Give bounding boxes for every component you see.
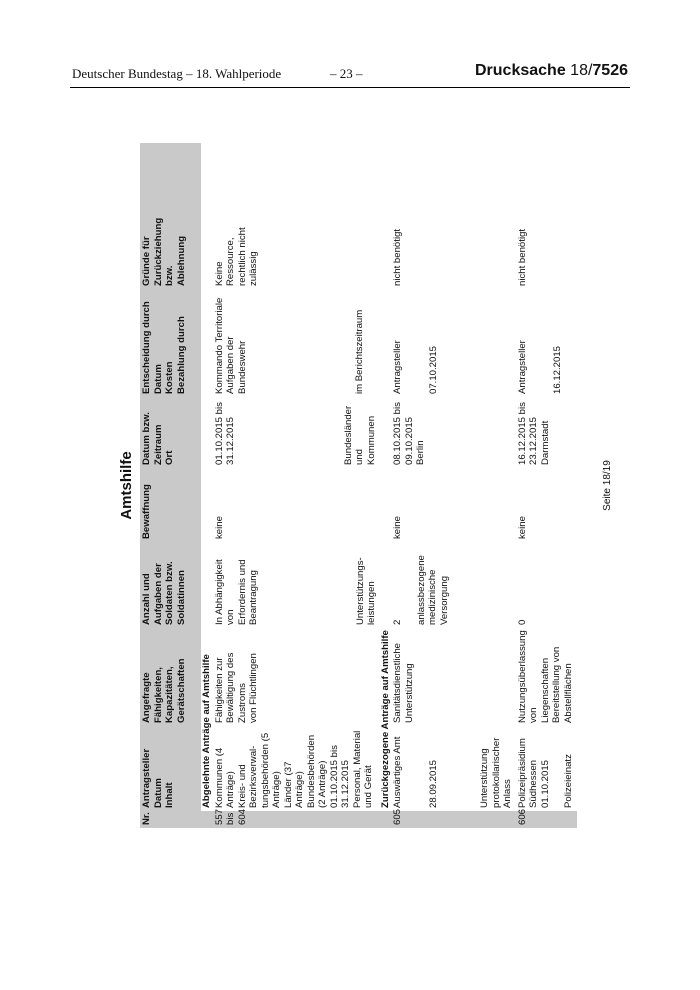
col-antragsteller xyxy=(140,726,201,811)
text-line: 557 xyxy=(213,808,225,825)
row-antragsteller xyxy=(213,726,380,811)
document-number xyxy=(475,62,628,82)
text-line: Angefragte Fähigkeiten, xyxy=(141,667,164,723)
text-line: Unterstützung xyxy=(479,748,490,808)
header-rule xyxy=(70,87,630,88)
text-line: Länder (37 xyxy=(282,761,294,808)
text-line: Liegenschaften xyxy=(539,657,551,723)
antrag-datum: 28.09.2015 xyxy=(427,759,439,808)
col-entscheidung xyxy=(140,289,201,397)
row-entscheidung xyxy=(516,289,577,397)
table-row xyxy=(516,143,577,828)
datum-range xyxy=(517,400,540,465)
section-zurueck: Zurückgezogene Anträge auf Amtshilfe xyxy=(379,630,391,808)
antrag-inhalt: Polizeieinatz xyxy=(563,754,574,808)
text-line: Inhalt xyxy=(164,782,175,808)
row-bewaffnung: keine xyxy=(392,516,403,539)
col-nr: Nr. xyxy=(140,811,201,828)
table-row xyxy=(213,143,380,828)
text-line: Anträge) xyxy=(294,771,305,808)
row-faehigkeiten xyxy=(516,628,577,726)
spacer xyxy=(237,400,343,465)
text-line: bzw. xyxy=(164,265,175,286)
text-line: Ablehnung xyxy=(175,235,187,286)
page-number: – 23 – xyxy=(330,66,363,81)
antrag-inhalt xyxy=(479,729,514,808)
text-line: 23.12.2015 xyxy=(528,416,539,465)
text-line: Bereitstellung von xyxy=(551,646,562,723)
text-line: Aufgaben der Bundeswehr xyxy=(225,336,248,394)
rotated-table-page xyxy=(118,143,613,828)
antrag-datum: 01.10.2015 xyxy=(539,759,551,808)
text-line: Zurückziehung xyxy=(152,217,164,286)
row-entscheidung xyxy=(391,289,516,397)
spacer xyxy=(528,292,552,394)
text-line: Anträge) xyxy=(225,771,236,808)
row-bewaffnung: keine xyxy=(213,516,225,539)
text-line: Bewältigung des Zustroms xyxy=(225,652,248,723)
text-line: Polizeipräsidium xyxy=(516,738,528,808)
datum-ort: Berlin xyxy=(415,440,426,465)
text-line: Unterstützungs- xyxy=(354,557,366,625)
datum-range xyxy=(392,400,415,465)
text-line: Abstellflächen xyxy=(562,663,574,723)
text-line: anlassbezogene xyxy=(415,555,427,625)
text-line: im Berichtszeitraum xyxy=(354,309,365,394)
text-line: Kapazitäten, xyxy=(164,666,175,723)
text-line: 09.10.2015 xyxy=(403,416,415,465)
text-line: Bundesländer und xyxy=(342,405,365,465)
entscheidung-datum: 07.10.2015 xyxy=(427,345,439,394)
anzahl-part-a xyxy=(214,545,260,625)
text-line: Fähigkeiten zur xyxy=(213,657,225,723)
row-gruende xyxy=(213,143,380,289)
row-datum xyxy=(213,397,380,468)
antrag-name: Auswärtiges Amt xyxy=(392,736,403,808)
anzahl-part-b xyxy=(355,545,378,625)
header-row xyxy=(140,143,201,828)
section-row-abgelehnt xyxy=(201,143,213,828)
section-nr-cell xyxy=(380,811,392,828)
entscheidung-by: Antragsteller xyxy=(516,340,528,394)
text-line: Datum bzw. xyxy=(141,412,152,465)
row-faehigkeiten xyxy=(213,628,380,726)
entscheidung-datum: 16.12.2015 xyxy=(552,345,563,394)
text-line: rechtlich nicht xyxy=(236,227,248,286)
spacer xyxy=(439,729,479,808)
row-nr xyxy=(213,808,380,828)
text-line: Datum xyxy=(152,778,164,808)
text-line: Datum xyxy=(152,364,164,394)
text-line: leistungen xyxy=(366,581,377,625)
text-line: Beantragung xyxy=(248,570,259,625)
antrag-name xyxy=(517,729,540,808)
row-nr: 606 xyxy=(516,811,577,828)
text-line: Personal, Material xyxy=(351,730,363,808)
text-line: Kommando Territoriale xyxy=(213,297,225,394)
text-line: 16.12.2015 bis xyxy=(516,402,528,465)
text-line: 604 xyxy=(236,808,248,825)
text-line: Kommunen xyxy=(365,415,377,465)
text-line: Entscheidung durch xyxy=(141,301,152,394)
document-label: Drucksache xyxy=(475,62,566,79)
text-line: Antragsteller xyxy=(141,748,152,808)
text-line: Soldatinnen xyxy=(175,570,187,625)
text-line: Gründe für xyxy=(141,236,152,286)
text-line: 08.10.2015 bis xyxy=(392,402,403,465)
text-line: 01.10.2015 bis xyxy=(213,402,225,465)
entscheidung-by: Antragsteller xyxy=(392,340,403,394)
text-line: Aufgaben der xyxy=(152,563,164,625)
entscheidung-part-a xyxy=(214,292,249,394)
spacer xyxy=(551,729,563,808)
text-line: 01.10.2015 bis xyxy=(328,745,340,808)
row-bewaffnung: keine xyxy=(516,516,528,539)
row-gruende: nicht benötigt xyxy=(392,228,403,286)
text-line: Kommunen (4 xyxy=(213,747,225,808)
running-header-left: Deutscher Bundestag – 18. Wahlperiode xyxy=(72,66,282,81)
section-nr-cell xyxy=(201,811,213,828)
text-line: Kreis- und xyxy=(236,764,248,808)
text-line: Gerätschaften xyxy=(175,658,187,723)
row-antragsteller xyxy=(391,726,516,811)
spacer xyxy=(404,545,416,625)
text-line: Anträge) xyxy=(271,771,282,808)
col-anzahl xyxy=(140,542,201,628)
text-line: Bezahlung durch xyxy=(175,316,187,394)
anzahl-value: 2 xyxy=(392,619,403,625)
text-line: (2 Anträge) xyxy=(317,760,328,808)
col-faehigkeiten xyxy=(140,628,201,726)
text-line: tungsbehörden (5 xyxy=(259,732,271,808)
row-datum xyxy=(516,397,577,468)
text-line: und Gerät xyxy=(363,765,374,808)
document-id: 7526 xyxy=(592,62,628,79)
row-entscheidung xyxy=(213,289,380,397)
row-datum xyxy=(391,397,516,468)
section-abgelehnt: Abgelehnte Anträge auf Amtshilfe xyxy=(201,654,212,808)
datum-part-a xyxy=(214,400,237,465)
anzahl-desc xyxy=(416,545,451,625)
text-line: medizinische xyxy=(427,569,438,625)
text-line: protokollarischer xyxy=(490,737,502,808)
row-gruende: nicht benötigt xyxy=(516,228,528,286)
text-line: Erfordernis und xyxy=(236,559,248,625)
text-line: Keine xyxy=(213,261,225,286)
text-line: Nutzungsüberlassung von xyxy=(516,630,539,723)
col-bewaffnung: Bewaffnung xyxy=(140,468,201,542)
text-line: 31.12.2015 xyxy=(225,416,236,465)
text-line: In Abhängigkeit von xyxy=(213,559,236,625)
table-row xyxy=(391,143,516,828)
datum-part-b xyxy=(343,400,378,465)
datum-ort: Darmstadt xyxy=(539,420,551,465)
row-nr: 605 xyxy=(391,811,516,828)
col-datum xyxy=(140,397,201,468)
text-line: bis xyxy=(225,812,236,825)
row-faehigkeiten xyxy=(391,628,516,726)
col-gruende xyxy=(140,143,201,289)
text-line: Soldaten bzw. xyxy=(164,561,175,625)
text-line: Kosten xyxy=(164,361,175,394)
row-anzahl xyxy=(391,542,516,628)
text-line: Anzahl und xyxy=(141,573,152,625)
text-line: Versorgung xyxy=(438,575,450,625)
spacer xyxy=(404,729,428,808)
text-line: zulässig xyxy=(248,251,259,286)
text-line: Sanitätsdienstliche xyxy=(392,643,403,723)
spacer xyxy=(260,545,355,625)
spacer xyxy=(248,292,354,394)
text-line: 31.12.2015 xyxy=(340,759,351,808)
amtshilfe-table xyxy=(140,143,577,828)
entscheidung-part-b xyxy=(354,292,366,394)
text-line: Bezirksverwal- xyxy=(248,745,259,808)
row-anzahl xyxy=(213,542,380,628)
text-line: Ressource, xyxy=(225,237,236,286)
text-line: Bundesbehörden xyxy=(305,734,317,808)
table-title: Amtshilfe xyxy=(118,451,135,520)
spacer xyxy=(404,292,428,394)
text-line: Zeitraum xyxy=(152,424,164,465)
text-line: Unterstützung xyxy=(403,663,415,723)
row-anzahl: 0 xyxy=(516,619,528,625)
page-footer: Seite 18/19 xyxy=(602,460,613,511)
text-line: Anlass xyxy=(502,779,513,808)
text-line: Ort xyxy=(164,450,175,465)
text-line: von Flüchtlingen xyxy=(248,653,259,723)
text-line: Südhessen xyxy=(528,759,539,808)
document-series: 18/ xyxy=(565,62,593,79)
section-row-zurueck xyxy=(380,143,392,828)
row-antragsteller xyxy=(516,726,577,811)
